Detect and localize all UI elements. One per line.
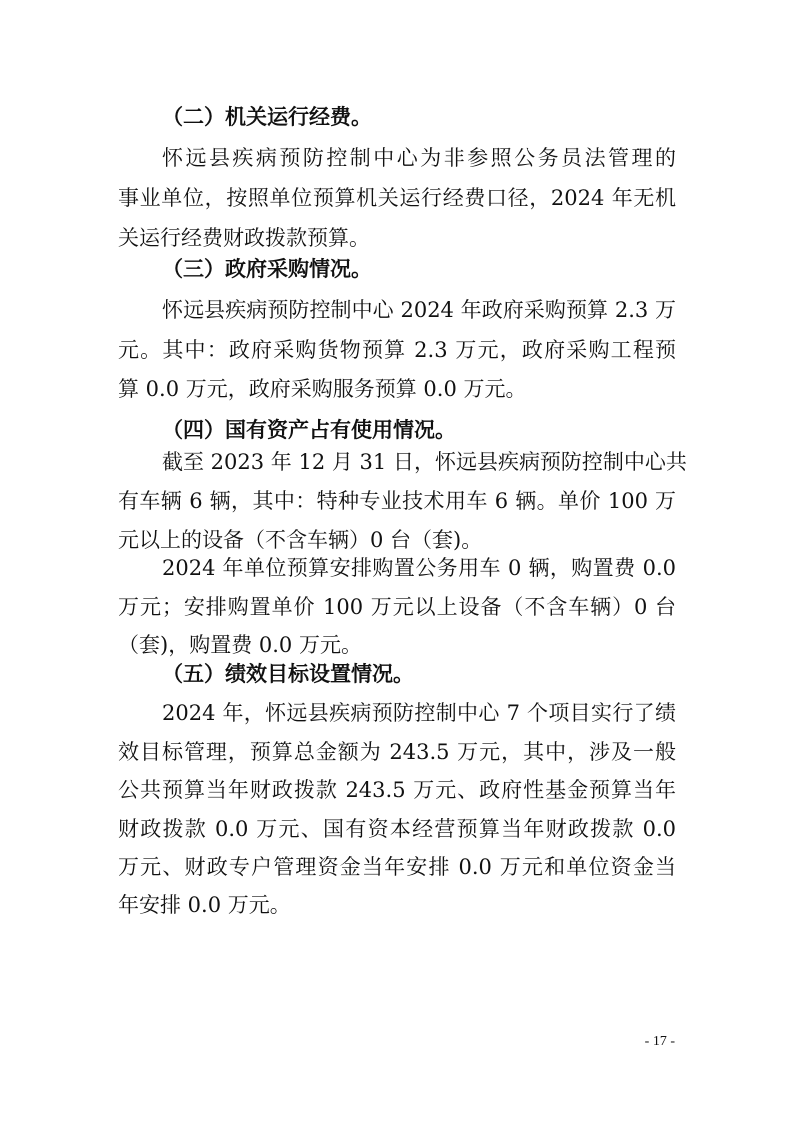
paragraph-line: 2024 年单位预算安排购置公务用车 0 辆，购置费 0.0 bbox=[162, 556, 676, 580]
paragraph-line: 怀远县疾病预防控制中心为非参照公务员法管理的 bbox=[162, 146, 676, 170]
section-heading-operating-costs: （二）机关运行经费。 bbox=[162, 105, 372, 129]
paragraph-line: 万元；安排购置单价 100 万元以上设备（不含车辆）0 台 bbox=[118, 595, 676, 619]
section-heading-performance-targets: （五）绩效目标设置情况。 bbox=[162, 662, 414, 686]
paragraph-line: 算 0.0 万元，政府采购服务预算 0.0 万元。 bbox=[118, 377, 527, 401]
paragraph-line: 关运行经费财政拨款预算。 bbox=[118, 226, 370, 250]
section-heading-government-procurement: （三）政府采购情况。 bbox=[162, 257, 372, 281]
page-number: - 17 - bbox=[644, 1034, 675, 1049]
paragraph-line: 事业单位，按照单位预算机关运行经费口径，2024 年无机 bbox=[118, 186, 676, 210]
paragraph-line: 2024 年，怀远县疾病预防控制中心 7 个项目实行了绩 bbox=[162, 701, 676, 725]
paragraph-line: 截至 2023 年 12 月 31 日，怀远县疾病预防控制中心共 bbox=[162, 450, 687, 474]
section-heading-state-assets: （四）国有资产占有使用情况。 bbox=[162, 418, 456, 442]
paragraph-line: 怀远县疾病预防控制中心 2024 年政府采购预算 2.3 万 bbox=[162, 298, 676, 322]
paragraph-line: 元以上的设备（不含车辆）0 台（套)。 bbox=[118, 528, 483, 552]
paragraph-line: 效目标管理，预算总金额为 243.5 万元，其中，涉及一般 bbox=[118, 740, 676, 764]
paragraph-line: 万元、财政专户管理资金当年安排 0.0 万元和单位资金当 bbox=[118, 855, 676, 879]
paragraph-line: 年安排 0.0 万元。 bbox=[118, 893, 291, 917]
paragraph-line: 有车辆 6 辆，其中：特种专业技术用车 6 辆。单价 100 万 bbox=[118, 489, 676, 513]
paragraph-line: 公共预算当年财政拨款 243.5 万元、政府性基金预算当年 bbox=[118, 778, 676, 802]
paragraph-line: 元。其中：政府采购货物预算 2.3 万元，政府采购工程预 bbox=[118, 338, 676, 362]
paragraph-line: （套)，购置费 0.0 万元。 bbox=[118, 633, 362, 657]
paragraph-line: 财政拨款 0.0 万元、国有资本经营预算当年财政拨款 0.0 bbox=[118, 817, 676, 841]
